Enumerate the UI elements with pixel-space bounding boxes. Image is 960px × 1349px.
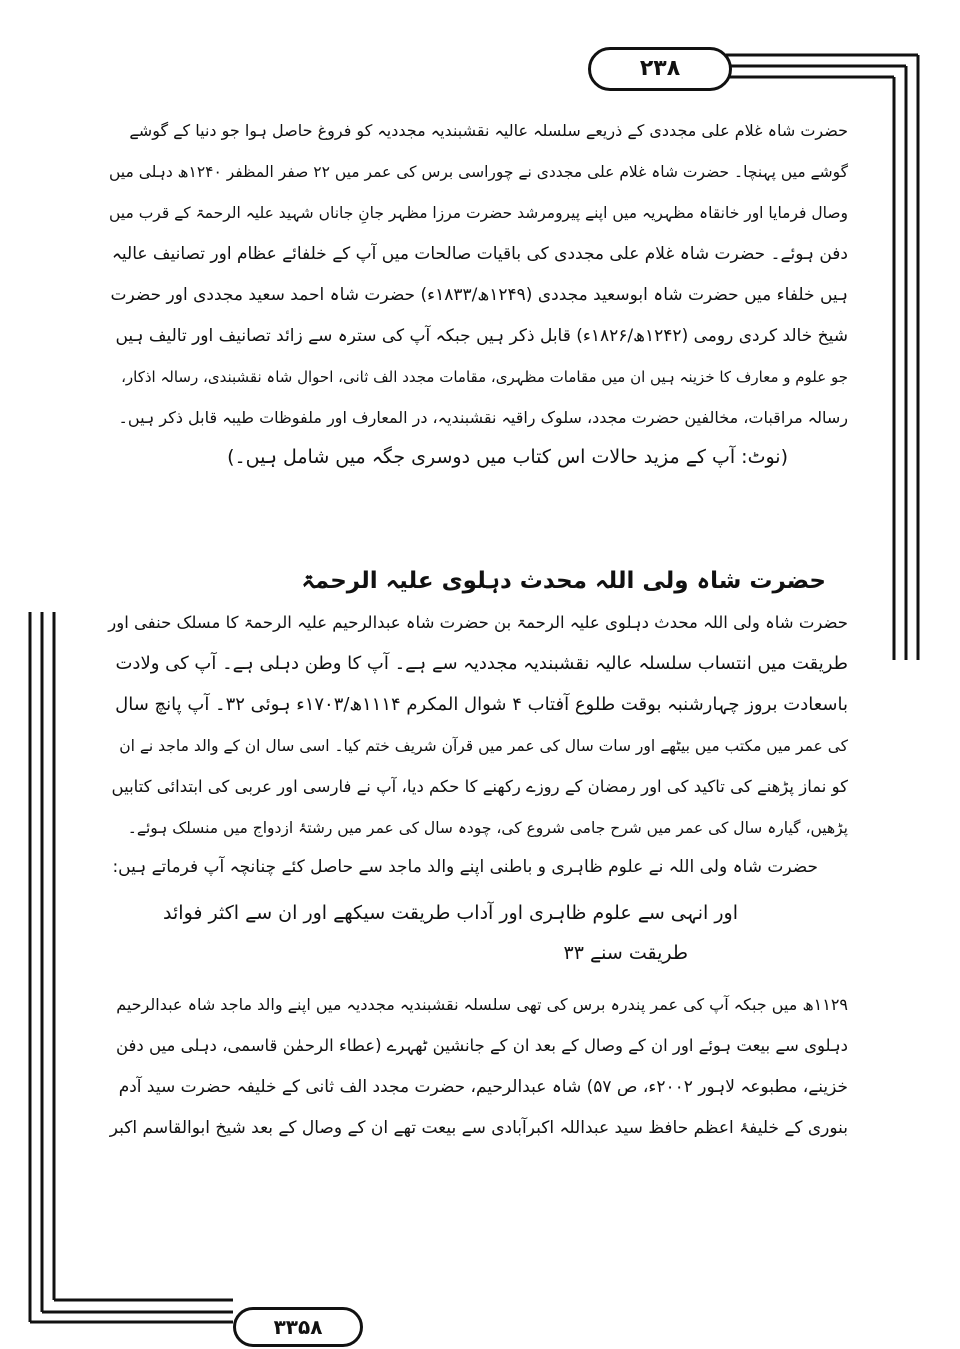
text-line: جو علوم و معارف کا خزینہ ہیں ان میں مقامات مظہری، مقامات مجدد الف ثانی، احوال شاہ نقشبندی، رسالہ اذکار،	[121, 368, 848, 386]
text-line: رسالہ مراقبات، مخالفین حضرت مجدد، سلوک راقیہ نقشبندیہ، در المعارف اور ملفوظات طیبہ قابل ذکر ہیں۔	[118, 408, 848, 427]
text-line: پڑھیں، گیارہ سال کی عمر میں شرح جامی شروع کی، چودہ سال کی عمر میں رشتۂ ازدواج میں منسلک ہوئے۔	[127, 819, 848, 837]
paragraph-block-1	[108, 118, 848, 518]
quote-line: اور انہی سے علوم ظاہری اور آداب طریقت سیکھے اور ان سے اکثر فوائد	[163, 902, 738, 924]
page-number-bottom: ۳۳۵۸	[233, 1307, 363, 1347]
text-line: حضرت شاہ غلام علی مجددی کے ذریعے سلسلہ عالیہ نقشبندیہ مجددیہ کو فروغ حاصل ہوا جو دنیا کے گوشے	[129, 121, 848, 140]
text-line: ہیں خلفاء میں حضرت شاہ ابوسعید مجددی (۱۲۴۹ھ/۱۸۳۳ء) حضرت شاہ احمد سعید مجددی اور حضرت	[110, 285, 848, 305]
text-line: حضرت شاہ ولی اللہ نے علوم ظاہری و باطنی اپنے والد ماجد سے حاصل کئے چنانچہ آپ فرماتے ہیں:	[112, 857, 818, 877]
text-line: گوشے میں پہنچا۔ حضرت شاہ غلام علی مجددی نے چوراسی برس کی عمر میں ۲۲ صفر المظفر ۱۲۴۰ھ دہلی میں	[109, 163, 848, 181]
text-line: شیخ خالد کردی رومی (۱۲۴۲ھ/۱۸۲۶ء) قابل ذکر ہیں جبکہ آپ کی سترہ سے زائد تصانیف اور تالیف ہیں	[115, 326, 848, 346]
text-line: کو نماز پڑھنے کی تاکید کی اور رمضان کے روزے رکھنے کا حکم دیا، آپ نے فارسی اور عربی کی ابتدائی کتابیں	[111, 777, 848, 796]
text-line: خزینے، مطبوعہ لاہور ۲۰۰۲ء، ص ۵۷) شاہ عبدالرحیم، حضرت مجدد الف ثانی کے خلیفہ حضرت سید آدم	[118, 1077, 848, 1097]
text-line: بنوری کے خلیفۂ اعظم حافظ سید عبداللہ اکبرآبادی سے بیعت تھے ان کے وصال کے بعد شیخ ابوالقاسم اکبر	[109, 1118, 848, 1138]
text-line: کی عمر میں مکتب میں بیٹھے اور سات سال کی عمر میں قرآن شریف ختم کیا۔ اسی سال ان کے والد ماجد نے ان	[119, 737, 848, 755]
text-line: طریقت میں انتساب سلسلہ عالیہ نقشبندیہ مجددیہ سے ہے۔ آپ کا وطن دہلی ہے۔ آپ کی ولادت	[115, 653, 848, 674]
text-line: وصال فرمایا اور خانقاہ مظہریہ میں اپنے پیرومرشد حضرت مرزا مظہر جانِ جاناں شہید علیہ الرحمۃ کے قرب میں	[109, 204, 848, 222]
section-heading: حضرت شاہ ولی اللہ محدث دہلوی علیہ الرحمۃ	[301, 568, 826, 594]
text-line: دہلوی سے بیعت ہوئے اور ان کے وصال کے بعد ان کے جانشین ٹھہرے (عطاء الرحمٰن قاسمی، دہلی میں دفن	[115, 1036, 848, 1055]
note-line: (نوٹ: آپ کے مزید حالات اس کتاب میں دوسری جگہ میں شامل ہیں۔)	[227, 446, 788, 468]
text-line: باسعادت بروز چہارشنبہ بوقت طلوع آفتاب ۴ شوال المکرم ۱۱۱۴ھ/۱۷۰۳ء ہوئی ۳۲۔ آپ پانچ سال	[115, 694, 848, 715]
text-line: دفن ہوئے۔ حضرت شاہ غلام علی مجددی کی باقیات صالحات میں آپ کے خلفائے عظام اور تصانیف عالیہ	[111, 244, 848, 264]
text-line: حضرت شاہ ولی اللہ محدث دہلوی علیہ الرحمۃ بن حضرت شاہ عبدالرحیم علیہ الرحمۃ کا مسلک حنفی اور	[108, 613, 848, 632]
text-line: ۱۱۲۹ھ میں جبکہ آپ کی عمر پندرہ برس کی تھی سلسلہ نقشبندیہ مجددیہ میں اپنے والد ماجد شاہ عبدالرحیم	[116, 995, 848, 1014]
page-number-top: ۲۳۸	[588, 47, 732, 91]
paragraph-block-2	[108, 610, 848, 1310]
quote-line: طریقت سنے ۳۳	[563, 942, 688, 964]
